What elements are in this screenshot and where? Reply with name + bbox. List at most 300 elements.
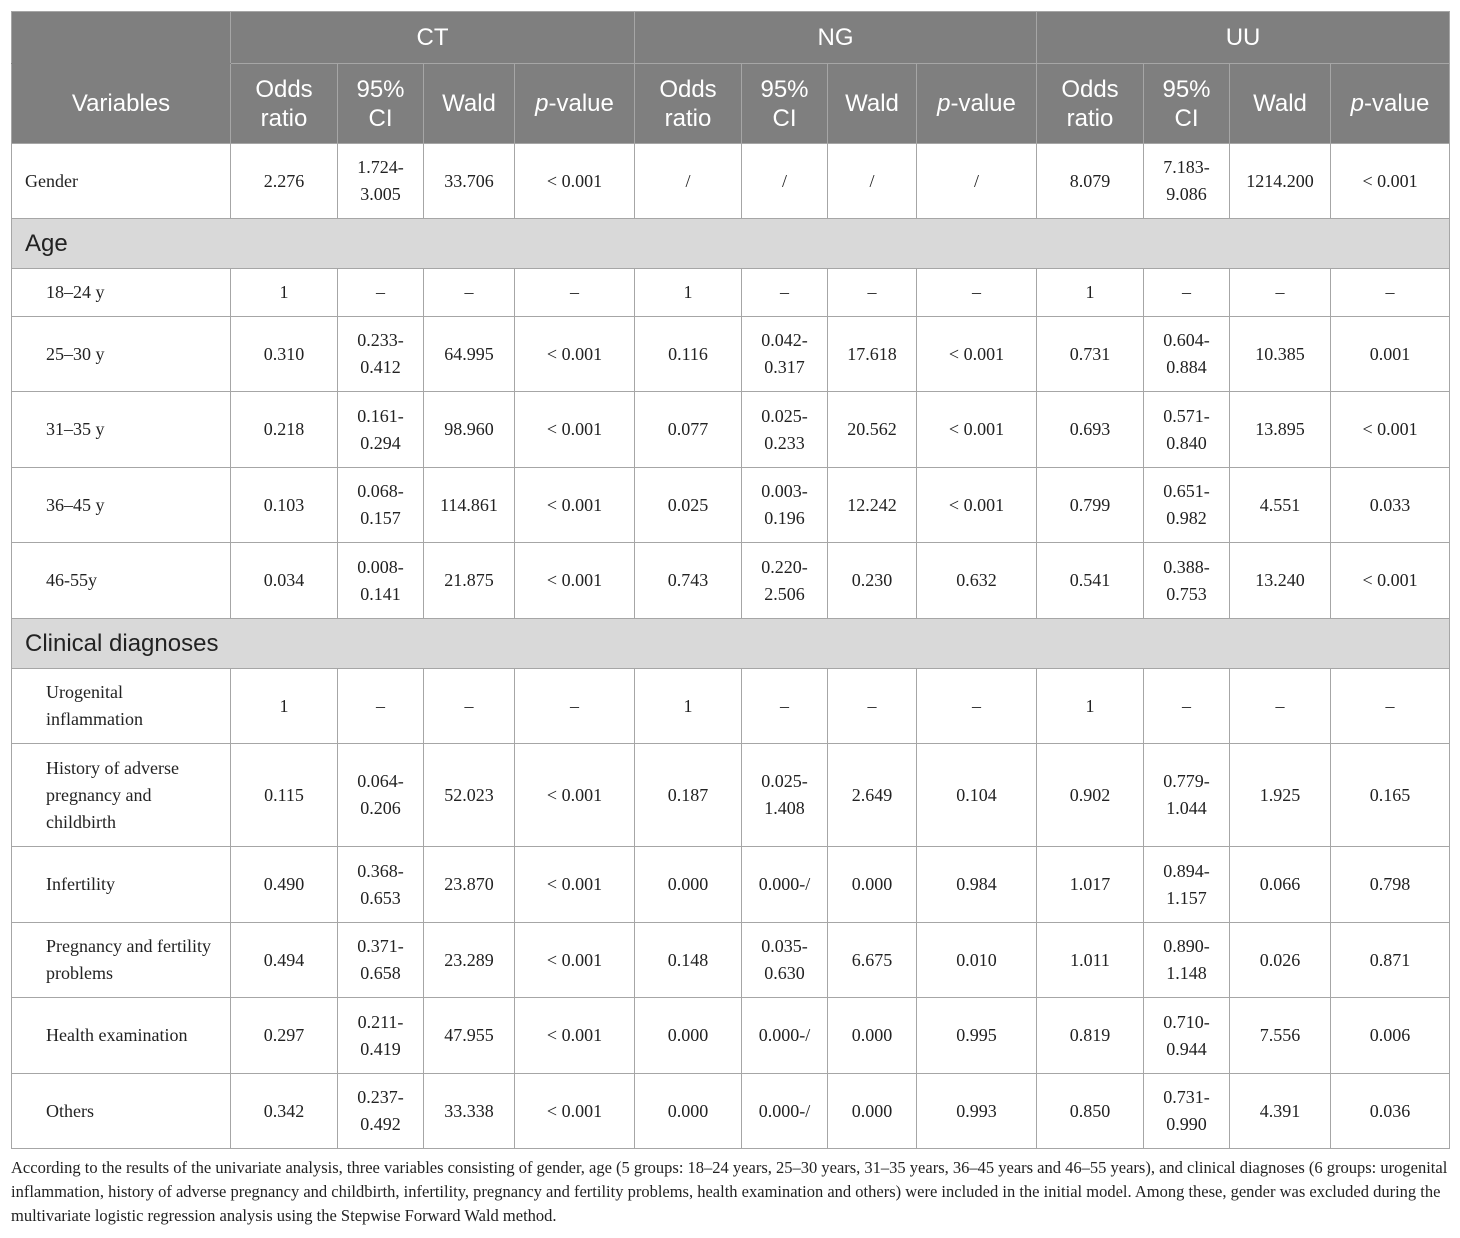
uu-ci-cell [1144,543,1230,619]
ct-wald-cell-text: 23.289 [444,949,494,970]
ng-ci-cell-text [759,768,811,822]
ct-odds-ratio-cell [231,1074,338,1149]
uu-wald-cell [1230,669,1331,744]
uu-wald-cell [1230,1074,1331,1149]
ci-lower: 0.571- [1163,405,1210,426]
table-row [12,1074,1450,1149]
uu-wald-cell [1230,144,1331,219]
ng-p-value-cell [917,317,1037,392]
uu-odds-ratio-cell-text: 0.799 [1069,494,1111,515]
uu-ci-cell-text [1161,1009,1213,1063]
uu-odds-ratio-cell [1037,998,1144,1074]
column-header-label: 95% CI [356,75,405,132]
uu-odds-ratio-cell [1037,744,1144,847]
row-label [12,1074,231,1149]
ng-wald-cell [828,144,917,219]
ci-lower: 0.035- [761,936,808,956]
ci-upper: 0.196 [764,508,805,528]
ct-ci-cell-text: – [376,282,385,302]
row-label-text: Pregnancy and fertility problems [46,936,211,983]
ci-lower: 0.233- [357,330,404,350]
column-header-label: Wald [1253,90,1307,117]
ng-odds-ratio-cell [635,392,742,468]
uu-ci-cell-text [1161,403,1213,457]
ng-odds-ratio-cell-text: / [685,170,691,191]
ct-wald-cell [424,392,515,468]
ct-wald-cell-text: 21.875 [444,570,494,590]
ct-ci-cell [338,543,424,619]
section-title: Age [12,219,1450,269]
uu-ci-cell-text: – [1182,695,1191,716]
ng-ci-cell-text [759,478,811,532]
ci-lower: 0.894- [1163,860,1210,881]
ct-wald-cell [424,669,515,744]
table-row [12,998,1450,1074]
ng-ci-cell [742,1074,828,1149]
ci-lower: 7.183- [1163,157,1210,177]
uu-odds-ratio-cell-text: 0.731 [1069,343,1111,364]
row-label-text: Infertility [46,874,115,894]
uu-ci-cell-text [1161,933,1213,987]
ci-upper: 3.005 [360,184,401,204]
ng-ci-cell [742,269,828,317]
row-label-text: 18–24 y [46,282,105,302]
ct-p-value-cell [515,392,635,468]
ng-ci-cell-text [759,403,811,457]
uu-wald-cell-text: 4.391 [1259,1100,1301,1121]
uu-odds-ratio-cell-text: 0.850 [1069,1100,1111,1121]
uu-ci-cell [1144,923,1230,998]
uu-ci-cell-text [1161,554,1213,608]
ng-wald-cell [828,744,917,847]
uu-odds-ratio-cell [1037,1074,1144,1149]
ct-wald-cell-text: – [464,282,474,302]
ng-ci-cell-text [759,327,811,381]
ct-p-value-cell [515,847,635,923]
ng-wald-cell [828,998,917,1074]
ci-upper: 1.044 [1166,798,1207,818]
uu-p-value-cell [1331,923,1450,998]
ct-ci-cell [338,744,424,847]
ct-ci-cell [338,1074,424,1149]
uu-p-value-cell [1331,317,1450,392]
ct-wald-cell-text: 23.870 [444,874,494,894]
uu-p-value-cell-text: 0.165 [1369,784,1411,805]
ct-odds-ratio-cell-text: 0.103 [263,494,305,515]
uu-ci-cell-text [1161,154,1213,208]
ci-upper: 0.233 [764,432,805,453]
ct-p-value-cell [515,998,635,1074]
ng-wald-cell-text: – [867,282,877,302]
ng-wald-cell [828,317,917,392]
ct-wald-cell [424,317,515,392]
ng-p-value-cell-text: – [972,695,981,716]
ng-wald-cell-text: 0.000 [851,1025,893,1045]
ci-lower: 0.371- [357,936,404,956]
uu-odds-ratio-header [1037,64,1144,144]
table-row [12,669,1450,744]
ng-ci-cell-text: – [780,282,789,302]
uu-wald-cell-text: 1214.200 [1246,170,1314,191]
uu-ci-cell-text [1161,858,1213,912]
ct-wald-header [424,64,515,144]
ct-odds-ratio-cell [231,468,338,543]
ci-upper: 0.658 [360,963,401,983]
ng-p-value-cell-text: 0.104 [956,784,997,805]
p-italic-label: p [937,90,951,117]
uu-odds-ratio-cell-text: 1 [1085,695,1095,716]
ci-upper: 0.492 [360,1114,401,1134]
ct-ci-cell-text [355,478,407,532]
ci-lower: 0.731- [1163,1087,1210,1107]
ct-p-value-cell-text: < 0.001 [546,949,603,970]
ci-upper: 0.412 [360,357,401,377]
uu-p-value-cell [1331,1074,1450,1149]
table-row [12,144,1450,219]
ng-odds-ratio-header [635,64,742,144]
ci-lower: 0.068- [357,481,404,501]
ng-wald-cell-text: 0.000 [851,874,893,894]
uu-p-value-cell [1331,847,1450,923]
ng-ci-cell-text: / [781,170,787,191]
table-row [12,847,1450,923]
row-label [12,847,231,923]
ct-p-value-cell [515,543,635,619]
uu-wald-cell-text: – [1275,282,1285,302]
ng-wald-cell [828,543,917,619]
ng-wald-cell [828,669,917,744]
uu-wald-cell [1230,998,1331,1074]
ct-wald-cell [424,998,515,1074]
ct-odds-ratio-cell-text: 1 [279,695,289,716]
ng-ci-cell [742,744,828,847]
ng-odds-ratio-cell [635,669,742,744]
ct-odds-ratio-cell [231,744,338,847]
ng-ci-cell [742,543,828,619]
ng-p-value-cell [917,468,1037,543]
ct-ci-cell-text [355,768,407,822]
ng-p-value-cell-text: < 0.001 [948,494,1005,515]
ci-lower: 0.042- [761,330,808,350]
uu-p-value-cell-text: 0.033 [1369,494,1411,515]
ct-wald-cell-text: 98.960 [444,419,494,439]
column-header-label: Wald [845,90,899,117]
uu-wald-cell-text: 0.066 [1259,874,1301,894]
uu-odds-ratio-cell [1037,468,1144,543]
uu-p-value-cell [1331,543,1450,619]
ng-odds-ratio-cell-text: 0.148 [667,949,709,970]
ct-wald-cell [424,543,515,619]
ng-ci-cell [742,923,828,998]
ng-odds-ratio-cell [635,1074,742,1149]
ct-p-value-cell-text: – [570,282,579,302]
ci-upper: 0.944 [1166,1038,1207,1059]
uu-p-value-cell-text: 0.871 [1369,949,1411,970]
ng-odds-ratio-cell-text: 0.000 [667,874,709,894]
ci-lower: 0.237- [357,1087,404,1107]
ct-p-value-cell [515,744,635,847]
uu-ci-cell [1144,744,1230,847]
ng-wald-cell-text: 12.242 [847,494,897,515]
ct-odds-ratio-cell-text: 0.034 [263,570,305,590]
ng-wald-cell [828,1074,917,1149]
uu-odds-ratio-cell [1037,269,1144,317]
uu-ci-cell [1144,468,1230,543]
ng-wald-cell [828,923,917,998]
p-value-suffix: -value [548,90,614,117]
ct-ci-cell [338,847,424,923]
ng-ci-header [742,64,828,144]
ct-odds-ratio-cell [231,847,338,923]
row-label-text: Health examination [46,1025,188,1045]
ct-ci-cell-text [355,1009,407,1063]
ng-ci-cell [742,669,828,744]
ng-odds-ratio-cell [635,847,742,923]
ci-lower: 0.161- [357,405,404,426]
ng-p-value-cell-text: 0.010 [956,949,997,970]
ng-wald-cell [828,269,917,317]
uu-odds-ratio-cell-text: 0.693 [1069,419,1111,439]
uu-odds-ratio-cell [1037,144,1144,219]
uu-wald-cell-text: 4.551 [1259,494,1301,515]
uu-p-value-cell-text: 0.036 [1369,1100,1411,1121]
ng-p-value-cell [917,744,1037,847]
ct-ci-cell-text [355,327,407,381]
ct-wald-cell [424,468,515,543]
uu-ci-cell [1144,269,1230,317]
uu-wald-cell-text: 13.895 [1255,419,1305,439]
uu-p-value-cell-text: 0.798 [1369,874,1411,894]
row-label-text: Gender [25,170,78,191]
ct-p-value-cell-text: < 0.001 [546,419,603,439]
column-header-label: Wald [442,90,496,117]
uu-ci-cell [1144,998,1230,1074]
ci-lower: 0.003- [761,481,808,501]
uu-p-value-header [1331,64,1450,144]
uu-p-value-cell [1331,998,1450,1074]
uu-p-value-cell [1331,144,1450,219]
ci-lower: 1.724- [357,157,404,177]
ci-lower: 0.211- [357,1011,404,1032]
ct-odds-ratio-cell-text: 0.297 [263,1025,305,1045]
ng-odds-ratio-cell [635,543,742,619]
uu-odds-ratio-cell-text: 8.079 [1069,170,1111,191]
ct-p-value-cell-text: < 0.001 [546,1100,603,1121]
uu-odds-ratio-cell [1037,847,1144,923]
uu-odds-ratio-cell-text: 1.011 [1070,949,1110,970]
uu-wald-cell [1230,392,1331,468]
ci-upper: 0.884 [1166,357,1207,377]
ng-ci-cell-text: 0.000-/ [758,874,811,894]
ct-p-value-header [515,64,635,144]
ct-wald-cell-text: 47.955 [444,1025,494,1045]
ng-odds-ratio-cell-text: 1 [683,695,693,716]
group-header-uu: UU [1037,12,1450,64]
ct-p-value-cell-text: – [570,695,579,716]
ng-p-value-cell [917,847,1037,923]
ng-p-value-cell [917,1074,1037,1149]
ci-lower: 0.368- [357,860,404,881]
row-label [12,669,231,744]
ng-p-value-cell-text: 0.995 [956,1025,997,1045]
ng-odds-ratio-cell [635,998,742,1074]
ci-lower: 0.604- [1163,330,1210,350]
ct-odds-ratio-cell-text: 0.494 [263,949,305,970]
row-label [12,144,231,219]
uu-ci-cell-text: – [1182,282,1191,302]
uu-wald-cell [1230,744,1331,847]
ct-p-value-cell-text: < 0.001 [546,494,603,515]
row-label [12,998,231,1074]
uu-p-value-cell-text: 0.001 [1369,343,1411,364]
ct-ci-cell [338,923,424,998]
ct-wald-cell [424,1074,515,1149]
ct-odds-ratio-header [231,64,338,144]
uu-ci-cell-text [1161,478,1213,532]
ng-odds-ratio-cell [635,744,742,847]
ct-wald-cell-text: 33.338 [444,1100,494,1121]
ci-lower: 0.710- [1163,1011,1210,1032]
ct-ci-cell-text [355,403,407,457]
ng-p-value-cell [917,543,1037,619]
ng-odds-ratio-cell-text: 0.743 [667,570,709,590]
column-header-label: 95% CI [760,75,809,132]
header-blank-cell [12,12,231,64]
table-footnote: According to the results of the univariate analysis, three variables consisting of gender, age (5 groups: 18–24 years, 25–30 years, 31–35 years, 36–45 years and 46–55 years), and clinical diagnoses (6 groups: urogenital inflammation, history of adverse pregnancy and childbirth, infertility, pregnancy and fertility problems, health examination and others) were included in the initial model. Among these, gender was excluded during the multivariate logistic regression analysis using the Stepwise Forward Wald method. [11,1158,1448,1225]
ct-ci-cell-text [355,554,407,608]
table-row [12,269,1450,317]
uu-p-value-cell-text: < 0.001 [1362,419,1418,439]
ng-ci-cell-text: – [780,695,789,716]
ct-odds-ratio-cell-text: 1 [279,282,289,302]
ci-lower: 0.220- [761,556,808,577]
ng-odds-ratio-cell [635,317,742,392]
p-italic-label: p [1350,90,1365,117]
ci-upper: 0.990 [1166,1114,1207,1134]
ci-upper: 0.157 [360,508,401,528]
uu-p-value-cell [1331,669,1450,744]
ng-p-value-cell-text: 0.632 [956,570,997,590]
ci-lower: 0.890- [1163,936,1210,956]
ci-upper: 9.086 [1166,184,1207,204]
ct-ci-cell [338,317,424,392]
ct-wald-cell-text: 33.706 [444,170,494,191]
row-label-text: 46-55y [46,570,97,590]
table-body [12,144,1450,1149]
group-header-row [12,12,1450,64]
ng-odds-ratio-cell-text: 0.025 [667,494,709,515]
table-row [12,468,1450,543]
uu-odds-ratio-cell [1037,669,1144,744]
results-table [11,11,1450,1149]
ct-ci-cell-text [355,933,407,987]
ct-p-value-cell [515,468,635,543]
ct-ci-cell [338,269,424,317]
uu-ci-cell-text [1161,1084,1213,1138]
ng-ci-cell [742,998,828,1074]
uu-ci-cell-text [1161,327,1213,381]
row-label-text: 36–45 y [46,494,105,515]
p-value-suffix: -value [950,90,1016,117]
uu-wald-cell-text: 0.026 [1259,949,1301,970]
ct-odds-ratio-cell [231,269,338,317]
uu-wald-cell-text: 1.925 [1259,784,1301,805]
ct-p-value-cell-text: < 0.001 [546,343,603,364]
ct-wald-cell-text: – [464,695,474,716]
ct-odds-ratio-cell [231,998,338,1074]
ci-upper: 0.653 [360,887,401,908]
uu-wald-cell-text: – [1275,695,1285,716]
ci-upper: 0.630 [764,963,805,983]
uu-wald-cell-text: 7.556 [1259,1025,1301,1045]
ng-ci-cell-text [759,933,811,987]
ng-odds-ratio-cell [635,923,742,998]
column-header-row [12,64,1450,144]
row-label [12,269,231,317]
ng-p-value-cell [917,998,1037,1074]
row-label [12,317,231,392]
ct-p-value-cell-text: < 0.001 [546,570,603,590]
ct-p-value-cell-text: < 0.001 [546,784,603,805]
ng-p-value-cell-text: – [972,282,981,302]
uu-p-value-cell-text: – [1385,282,1395,302]
uu-ci-cell [1144,1074,1230,1149]
table-row [12,317,1450,392]
ng-wald-cell-text: 0.230 [851,570,893,590]
ci-lower: 0.388- [1163,556,1210,577]
uu-odds-ratio-cell [1037,543,1144,619]
ct-wald-cell-text: 64.995 [444,343,494,364]
ng-p-value-cell [917,144,1037,219]
ng-wald-cell-text: 0.000 [851,1100,893,1121]
ct-odds-ratio-cell-text: 0.218 [263,419,305,439]
ct-wald-cell [424,269,515,317]
ng-wald-cell [828,847,917,923]
ci-lower: 0.008- [357,556,404,577]
ct-odds-ratio-cell-text: 0.115 [264,784,304,805]
ci-lower: 0.025- [761,405,808,426]
ci-lower: 0.779- [1163,771,1210,791]
ct-odds-ratio-cell-text: 0.490 [263,874,305,894]
ng-p-value-cell-text: < 0.001 [948,343,1005,364]
ng-ci-cell [742,847,828,923]
ng-wald-cell-text: / [869,170,875,191]
ct-ci-cell [338,392,424,468]
ci-upper: 0.753 [1166,583,1207,604]
ng-odds-ratio-cell-text: 0.000 [667,1025,709,1045]
uu-p-value-cell [1331,269,1450,317]
ng-odds-ratio-cell-text: 0.187 [667,784,709,805]
ng-p-value-cell-text: 0.993 [956,1100,997,1121]
ng-odds-ratio-cell [635,468,742,543]
uu-ci-cell [1144,317,1230,392]
section-title: Clinical diagnoses [12,619,1450,669]
ng-p-value-cell [917,269,1037,317]
row-label-text: 31–35 y [46,419,105,439]
uu-odds-ratio-cell [1037,317,1144,392]
ct-odds-ratio-cell [231,392,338,468]
ci-upper: 1.148 [1166,963,1207,983]
uu-ci-cell [1144,669,1230,744]
ct-p-value-cell-text: < 0.001 [546,170,603,191]
ct-odds-ratio-cell [231,923,338,998]
ct-p-value-cell-text: < 0.001 [546,874,603,894]
uu-p-value-cell-text: 0.006 [1369,1025,1411,1045]
ng-wald-cell-text: 20.562 [847,419,897,439]
uu-p-value-cell [1331,392,1450,468]
ng-odds-ratio-cell [635,144,742,219]
uu-ci-cell [1144,144,1230,219]
